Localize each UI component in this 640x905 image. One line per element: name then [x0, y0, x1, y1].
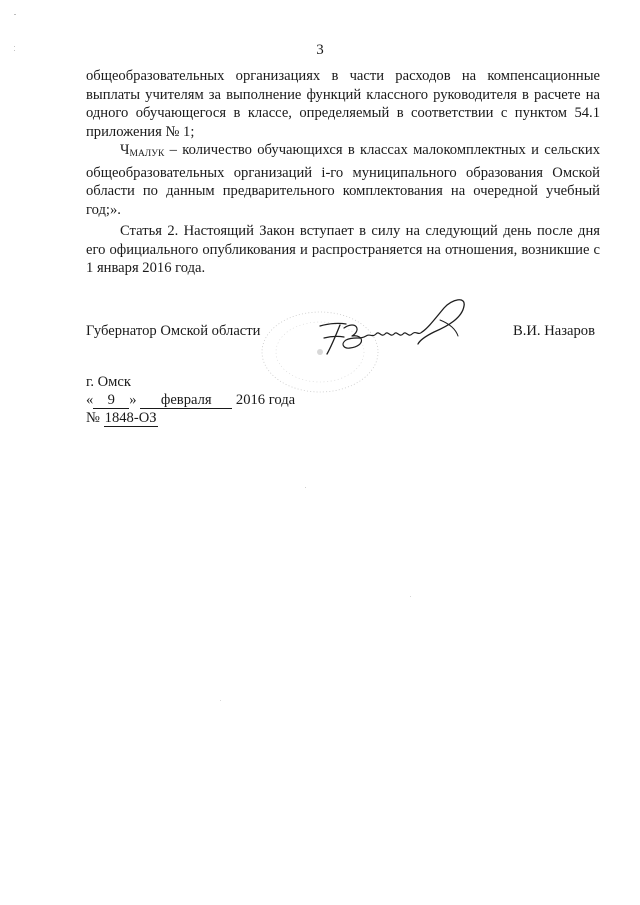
signing-date [86, 392, 295, 409]
date-day: 9 [93, 393, 129, 409]
date-open-quote: « [86, 392, 94, 408]
variable-subscript: МАЛУК [129, 149, 165, 159]
signatory-title: Губернатор Омской области [86, 323, 261, 339]
date-close-quote: » [129, 392, 137, 408]
variable-symbol: Ч [120, 142, 130, 158]
place-of-signing: г. Омск [86, 374, 131, 390]
definition-text: – количество обучающихся в классах малокомплектных и сельских общеобразовательных организаций i-го муниципального образования Омской области по данным предварительного комплектования на очередной учебный год;». [86, 142, 600, 218]
signatory-name: В.И. Назаров [513, 323, 595, 339]
paragraph-article-2: Статья 2. Настоящий Закон вступает в силу на следующий день после дня его официального опубликования и распространяется на отношения, возникшие с 1 января 2016 года. [86, 223, 600, 277]
date-month: февраля [140, 393, 232, 409]
law-number-prefix: № [86, 410, 100, 426]
handwritten-signature [300, 290, 475, 370]
paragraph-continuation: общеобразовательных организациях в части расходов на компенсационные выплаты учителям за выполнение функций классного руководителя в расчете на одного обучающегося в классе, определяемый в соответствии с пунктом 54.1 приложения № 1; [86, 68, 600, 140]
law-number [86, 410, 158, 427]
paragraph-definition [86, 141, 600, 219]
page-number: 3 [316, 42, 324, 58]
law-number-value: 1848-ОЗ [104, 410, 157, 426]
date-year: 2016 года [235, 392, 296, 408]
